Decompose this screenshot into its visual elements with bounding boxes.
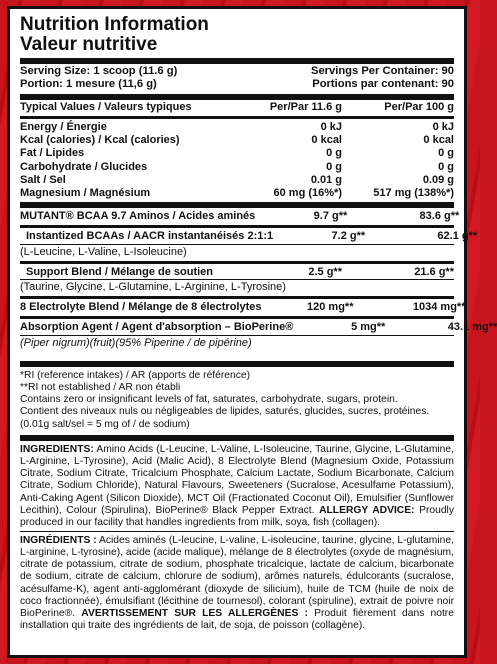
instant-bcaa-sub: (L-Leucine, L-Valine, L-Isoleucine) — [20, 245, 187, 258]
divider — [20, 296, 454, 299]
divider — [20, 58, 454, 64]
support-blend-row: Support Blend / Mélange de soutien 2.5 g** 21.6 g** — [26, 265, 454, 278]
absorption-row: Absorption Agent / Agent d'absorption – BioPerine® 5 mg** 43.1 mg** — [20, 321, 497, 334]
title-fr: Valeur nutritive — [20, 34, 158, 55]
table-row: Magnesium / Magnésium 60 mg (16%*) 517 mg (138%*) — [20, 187, 454, 200]
ingredients-body-fr: Acides aminés (L-leucine, L-valine, L-isoleucine, taurine, glycine, L-glutamine, L-arginine, L-tyrosine), acide (acide malique), mélange de 8 électrolytes (oxyde de magnésium, citrate de potassium, citrate de sodium, phosphate tricalcique, lactate de calcium, bicarbonate de sodium, citrate de calcium, chlorure de sodium), arômes naturels, édulcorants (sucralose, acésulfame-K), agent anti-agglomérant (dioxyde de silicium), huile de TCM (huile de noix de coco fractionnée), émulsifiant (lécithine de tournesol), colorant (spiruline), extrait de poivre noir BioPerine®. — [20, 534, 454, 619]
divider — [20, 116, 454, 119]
ingredients-fr — [20, 532, 454, 634]
divider — [20, 316, 454, 319]
ingredients-body: Amino Acids (L-Leucine, L-Valine, L-Isoleucine, Taurine, Glycine, L-Glutamine, L-Arginine, L-Tyrosine), Acid (Malic Acid), 8 Electrolyte Blend (Magnesium Oxide, Potassium Citrate, Sodium Citrate, Tricalcium Phosphate, Calcium Lactate, Sodium Bicarbonate, Calcium Citrate, Sodium Chloride), Natural Flavours, Sweeteners (Sucralose, Acesulfame Potassium), Anti-Caking Agent (Silicon Dioxide), MCT Oil (Fractionated Coconut Oil), Emulsifier (Sunflower Lecithin), Colour (Spirulina), BioPerine® Black Pepper Extract. — [20, 443, 455, 516]
portions-per-container: Portions par contenant: 90 — [312, 78, 454, 91]
table-row: Carbohydrate / Glucides 0 g 0 g — [20, 160, 454, 173]
table-row: Salt / Sel 0.01 g 0.09 g — [20, 173, 454, 186]
table-header: Typical Values / Valeurs typiques Per/Par 11.6 g Per/Par 100 g — [20, 100, 454, 113]
mutant-row: MUTANT® BCAA 9.7 Aminos / Acides aminés 9.7 g** 83.6 g** — [20, 210, 460, 223]
serving-size: Serving Size: 1 scoop (11.6 g) — [20, 65, 178, 77]
serving-row — [20, 65, 454, 78]
divider — [20, 94, 454, 100]
ingredients-heading-fr: INGRÉDIENTS : — [20, 534, 97, 546]
divider — [20, 202, 454, 208]
table-row: Fat / Lipides 0 g 0 g — [20, 147, 454, 160]
footnote: *RI (reference intakes) / AR (apports de référence) — [20, 369, 251, 381]
footnote: **RI not established / AR non établi — [20, 382, 181, 394]
divider — [20, 261, 454, 264]
ingredients-en — [20, 441, 454, 531]
servings-per-container: Servings Per Container: 90 — [310, 65, 454, 77]
allergy-heading-fr: AVERTISSEMENT SUR LES ALLERGÈNES : — [81, 607, 308, 619]
nutrition-panel — [7, 6, 497, 658]
allergy-heading: ALLERGY ADVICE: — [319, 504, 415, 516]
support-blend-sub: (Taurine, Glycine, L-Glutamine, L-Arginine, L-Tyrosine) — [20, 281, 286, 294]
absorption-sub: (Piper nigrum)(fruit)(95% Piperine / de pipérine) — [20, 336, 252, 349]
table-row: Kcal (calories) / Kcal (calories) 0 kcal 0 kcal — [20, 134, 454, 147]
portion-row — [20, 78, 454, 91]
footnote: Contains zero or insignificant levels of fat, saturates, carbohydrate, sugars, protein. — [20, 394, 398, 406]
footnote: (0.01g salt/sel = 5 mg of / de sodium) — [20, 418, 190, 430]
portion: Portion: 1 mesure (11,6 g) — [20, 78, 157, 91]
allergy-body: Proudly produced in our facility that handles ingredients from milk, soya, fish (collagen). — [20, 504, 454, 528]
footnotes — [20, 367, 454, 433]
allergy-body-fr: Produit fièrement dans notre installation qui traite des ingrédients de lait, de soja, de poisson (collagène). — [20, 607, 454, 632]
table-row: Energy / Énergie 0 kJ 0 kJ — [20, 121, 454, 134]
title-en: Nutrition Information — [20, 14, 209, 35]
divider — [20, 225, 454, 228]
ingredients-heading: INGREDIENTS: — [20, 443, 94, 455]
electrolyte-row: 8 Electrolyte Blend / Mélange de 8 électrolytes 120 mg** 1034 mg** — [20, 301, 466, 314]
basic-nutrients — [20, 121, 454, 200]
instant-bcaa-row: Instantized BCAAs / AACR instantanéisés 2:1:1 7.2 g** 62.1 g** — [26, 230, 478, 243]
footnote: Contient des niveaux nuls ou négligeables de lipides, saturés, glucides, sucres, protéines. — [20, 406, 430, 418]
